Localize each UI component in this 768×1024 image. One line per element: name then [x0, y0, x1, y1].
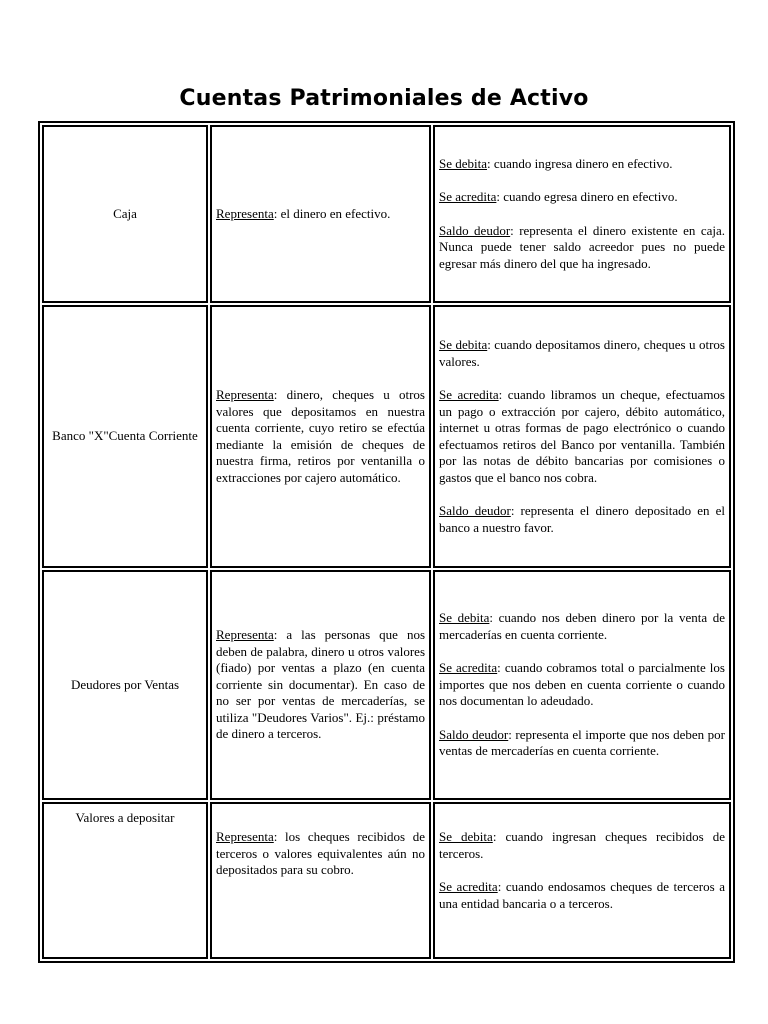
credit-label: Se acredita: [439, 660, 498, 676]
account-description: [210, 570, 431, 800]
account-description: [210, 125, 431, 303]
balance-label: Saldo deudor: [439, 222, 511, 238]
balance-text: : representa el dinero depositado en el banco a nuestro favor.: [439, 503, 725, 535]
represents-text: : los cheques recibidos de terceros o valores equivalentes aún no depositados para su cobro.: [216, 829, 425, 877]
account-name: Valores a depositar: [42, 802, 208, 959]
debit-rule: [439, 156, 725, 173]
debit-text: : cuando ingresan cheques recibidos de terceros.: [439, 829, 726, 861]
account-movements: [433, 305, 731, 568]
account-description: [210, 802, 431, 959]
represents-text: : el dinero en efectivo.: [273, 205, 391, 221]
credit-rule: [439, 660, 725, 710]
credit-text: : cuando cobramos total o parcialmente los importes que nos deben en cuenta corriente o cuando nos documentan lo adeudado.: [439, 660, 725, 709]
balance-rule: [439, 223, 725, 273]
table-row: [42, 570, 731, 800]
account-movements: [433, 802, 731, 959]
account-name: Deudores por Ventas: [42, 570, 208, 800]
represents-label: Representa: [216, 205, 274, 221]
debit-label: Se debita: [439, 829, 493, 844]
credit-rule: [439, 879, 725, 912]
debit-text: : cuando ingresa dinero en efectivo.: [487, 155, 673, 171]
balance-text: : representa el dinero existente en caja. Nunca puede tener saldo acreedor pues no puede egresar más dinero del que ha ingresado.: [439, 222, 726, 271]
table-row: [42, 802, 731, 959]
credit-rule: [439, 387, 725, 486]
table-row: [42, 305, 731, 568]
account-name: Banco "X"Cuenta Corriente: [42, 305, 208, 568]
balance-text: : representa el importe que nos deben por ventas de mercaderías en cuenta corriente.: [439, 726, 725, 759]
balance-rule: [439, 503, 725, 536]
credit-text: : cuando egresa dinero en efectivo.: [496, 189, 678, 205]
credit-text: : cuando libramos un cheque, efectuamos un pago o extracción por cajero, débito automático, internet u otras formas de pago electrónico o cuando efectuamos retiros del Banco por ventanilla. También por las notas de débito bancarias por comisiones o gastos que el banco nos cobra.: [439, 387, 725, 485]
credit-label: Se acredita: [439, 387, 499, 402]
represents-text: : a las personas que nos deben de palabra, dinero u otros valores (fiado) por ventas a plazo (en cuenta corriente sin documentar). En caso de no ser por ventas de mercaderías, se utiliza "Deudores Varios". Ej.: préstamo de dinero a terceros.: [216, 627, 425, 742]
balance-label: Saldo deudor: [439, 503, 511, 518]
account-name: Caja: [42, 125, 208, 303]
credit-label: Se acredita: [439, 189, 497, 205]
account-movements: [433, 570, 731, 800]
credit-label: Se acredita: [439, 879, 498, 894]
credit-rule: [439, 189, 725, 206]
represents-text: : dinero, cheques u otros valores que depositamos en nuestra cuenta corriente, cuyo retiro se efectúa mediante la emisión de cheques de nuestra firma, retiros por ventanilla o extracciones por cajero automático.: [216, 387, 425, 485]
represents-label: Representa: [216, 829, 274, 844]
table-row: [42, 125, 731, 303]
credit-text: : cuando endosamos cheques de terceros a una entidad bancaria o a terceros.: [439, 879, 725, 911]
debit-text: : cuando nos deben dinero por la venta de mercaderías en cuenta corriente.: [439, 610, 725, 642]
account-description: [210, 305, 431, 568]
represents-label: Representa: [216, 627, 274, 643]
debit-rule: [439, 829, 725, 862]
balance-rule: [439, 727, 725, 760]
page-title: Cuentas Patrimoniales de Activo: [179, 86, 589, 111]
debit-rule: [439, 610, 725, 643]
debit-text: : cuando depositamos dinero, cheques u otros valores.: [439, 337, 725, 369]
balance-label: Saldo deudor: [439, 726, 509, 742]
debit-label: Se debita: [439, 337, 488, 352]
accounts-table: [38, 121, 735, 963]
account-movements: [433, 125, 731, 303]
debit-label: Se debita: [439, 610, 490, 626]
debit-rule: [439, 337, 725, 370]
debit-label: Se debita: [439, 155, 488, 171]
represents-label: Representa: [216, 387, 274, 402]
